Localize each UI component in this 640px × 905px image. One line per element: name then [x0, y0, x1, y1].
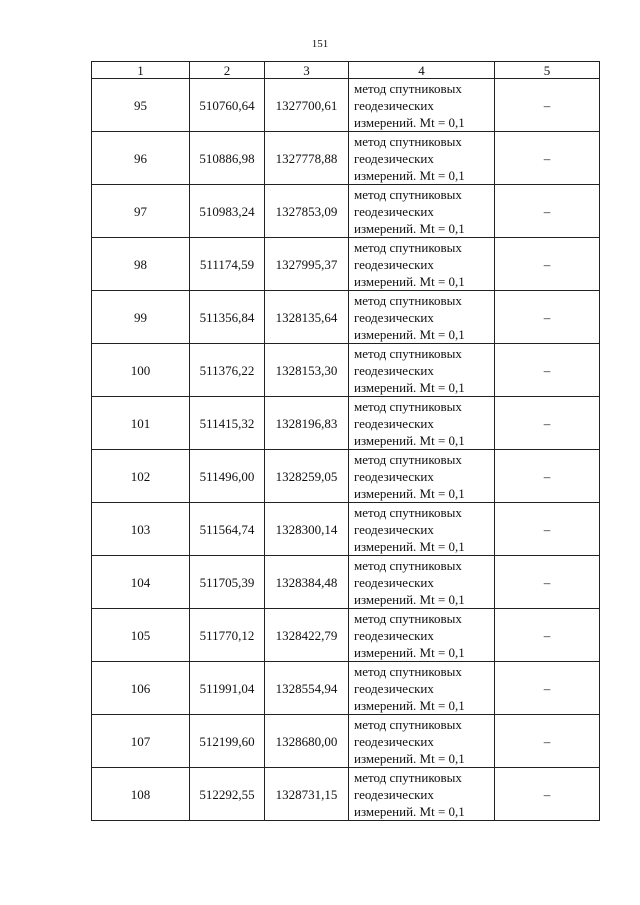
- point-number-cell: 106: [92, 662, 190, 715]
- note-cell: –: [495, 450, 600, 503]
- x-coordinate-cell: 510760,64: [190, 79, 265, 132]
- point-number-cell: 98: [92, 238, 190, 291]
- y-coordinate-cell: 1328135,64: [265, 291, 349, 344]
- note-cell: –: [495, 291, 600, 344]
- x-coordinate-cell: 510983,24: [190, 185, 265, 238]
- table-header-row: [92, 62, 600, 79]
- coordinates-table: [91, 61, 600, 821]
- table-row: [92, 132, 600, 185]
- x-coordinate-cell: 511770,12: [190, 609, 265, 662]
- page-number: 151: [311, 38, 329, 50]
- point-number-cell: 107: [92, 715, 190, 768]
- y-coordinate-cell: 1328554,94: [265, 662, 349, 715]
- point-number-cell: 95: [92, 79, 190, 132]
- method-cell: метод спутниковых геодезических измерений. Mt = 0,1: [349, 291, 495, 344]
- point-number-cell: 104: [92, 556, 190, 609]
- note-cell: –: [495, 609, 600, 662]
- column-header: 1: [92, 62, 190, 79]
- note-cell: –: [495, 397, 600, 450]
- method-cell: метод спутниковых геодезических измерений. Mt = 0,1: [349, 238, 495, 291]
- method-cell: метод спутниковых геодезических измерений. Mt = 0,1: [349, 609, 495, 662]
- method-cell: метод спутниковых геодезических измерений. Mt = 0,1: [349, 132, 495, 185]
- y-coordinate-cell: 1328422,79: [265, 609, 349, 662]
- point-number-cell: 105: [92, 609, 190, 662]
- table-row: [92, 556, 600, 609]
- note-cell: –: [495, 185, 600, 238]
- column-header: 4: [349, 62, 495, 79]
- table-row: [92, 238, 600, 291]
- table-row: [92, 503, 600, 556]
- point-number-cell: 101: [92, 397, 190, 450]
- x-coordinate-cell: 511496,00: [190, 450, 265, 503]
- x-coordinate-cell: 511705,39: [190, 556, 265, 609]
- x-coordinate-cell: 511991,04: [190, 662, 265, 715]
- note-cell: –: [495, 768, 600, 821]
- y-coordinate-cell: 1328196,83: [265, 397, 349, 450]
- point-number-cell: 97: [92, 185, 190, 238]
- column-header: 2: [190, 62, 265, 79]
- y-coordinate-cell: 1328153,30: [265, 344, 349, 397]
- note-cell: –: [495, 238, 600, 291]
- note-cell: –: [495, 503, 600, 556]
- note-cell: –: [495, 662, 600, 715]
- method-cell: метод спутниковых геодезических измерений. Mt = 0,1: [349, 450, 495, 503]
- x-coordinate-cell: 511564,74: [190, 503, 265, 556]
- method-cell: метод спутниковых геодезических измерений. Mt = 0,1: [349, 344, 495, 397]
- table-row: [92, 450, 600, 503]
- x-coordinate-cell: 511415,32: [190, 397, 265, 450]
- point-number-cell: 100: [92, 344, 190, 397]
- point-number-cell: 103: [92, 503, 190, 556]
- table-row: [92, 715, 600, 768]
- note-cell: –: [495, 79, 600, 132]
- table-row: [92, 291, 600, 344]
- y-coordinate-cell: 1327700,61: [265, 79, 349, 132]
- method-cell: метод спутниковых геодезических измерений. Mt = 0,1: [349, 397, 495, 450]
- column-header: 3: [265, 62, 349, 79]
- y-coordinate-cell: 1328384,48: [265, 556, 349, 609]
- method-cell: метод спутниковых геодезических измерений. Mt = 0,1: [349, 662, 495, 715]
- x-coordinate-cell: 511356,84: [190, 291, 265, 344]
- x-coordinate-cell: 510886,98: [190, 132, 265, 185]
- table-row: [92, 185, 600, 238]
- method-cell: метод спутниковых геодезических измерений. Mt = 0,1: [349, 715, 495, 768]
- x-coordinate-cell: 512199,60: [190, 715, 265, 768]
- note-cell: –: [495, 344, 600, 397]
- table-row: [92, 344, 600, 397]
- method-cell: метод спутниковых геодезических измерений. Mt = 0,1: [349, 79, 495, 132]
- point-number-cell: 96: [92, 132, 190, 185]
- note-cell: –: [495, 556, 600, 609]
- method-cell: метод спутниковых геодезических измерений. Mt = 0,1: [349, 556, 495, 609]
- table-row: [92, 79, 600, 132]
- table-row: [92, 609, 600, 662]
- method-cell: метод спутниковых геодезических измерений. Mt = 0,1: [349, 768, 495, 821]
- table-row: [92, 662, 600, 715]
- table-body: [92, 79, 600, 821]
- point-number-cell: 99: [92, 291, 190, 344]
- method-cell: метод спутниковых геодезических измерений. Mt = 0,1: [349, 185, 495, 238]
- point-number-cell: 102: [92, 450, 190, 503]
- note-cell: –: [495, 715, 600, 768]
- x-coordinate-cell: 512292,55: [190, 768, 265, 821]
- y-coordinate-cell: 1328680,00: [265, 715, 349, 768]
- column-header: 5: [495, 62, 600, 79]
- table-row: [92, 397, 600, 450]
- x-coordinate-cell: 511174,59: [190, 238, 265, 291]
- note-cell: –: [495, 132, 600, 185]
- x-coordinate-cell: 511376,22: [190, 344, 265, 397]
- y-coordinate-cell: 1328300,14: [265, 503, 349, 556]
- method-cell: метод спутниковых геодезических измерений. Mt = 0,1: [349, 503, 495, 556]
- y-coordinate-cell: 1327853,09: [265, 185, 349, 238]
- y-coordinate-cell: 1328731,15: [265, 768, 349, 821]
- table-row: [92, 768, 600, 821]
- point-number-cell: 108: [92, 768, 190, 821]
- y-coordinate-cell: 1328259,05: [265, 450, 349, 503]
- y-coordinate-cell: 1327778,88: [265, 132, 349, 185]
- y-coordinate-cell: 1327995,37: [265, 238, 349, 291]
